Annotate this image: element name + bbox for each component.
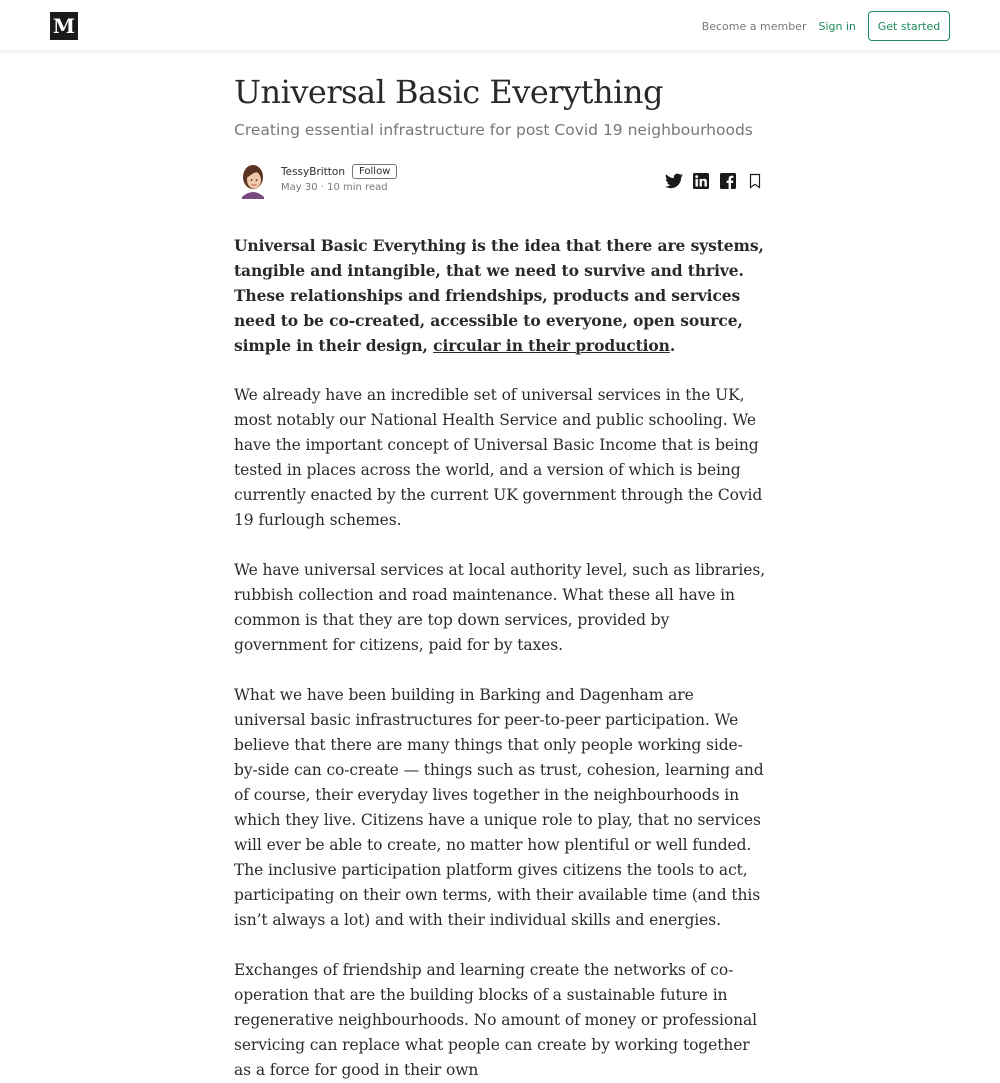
article bbox=[234, 70, 766, 1083]
share-bar bbox=[656, 172, 764, 190]
author-name[interactable]: TessyBritton bbox=[281, 165, 345, 178]
bookmark-icon[interactable] bbox=[746, 172, 764, 190]
sign-in-link[interactable]: Sign in bbox=[818, 19, 856, 33]
author-avatar[interactable] bbox=[234, 161, 272, 199]
post-meta: May 30 · 10 min read bbox=[281, 182, 388, 193]
lead-paragraph bbox=[234, 233, 766, 358]
byline bbox=[234, 161, 766, 201]
article-title: Universal Basic Everything bbox=[234, 73, 663, 111]
get-started-button[interactable]: Get started bbox=[868, 11, 950, 41]
article-body bbox=[234, 233, 766, 1083]
become-member-link[interactable]: Become a member bbox=[701, 19, 807, 33]
top-navbar bbox=[0, 0, 1000, 51]
avatar-illustration bbox=[234, 161, 272, 199]
body-paragraph-1: We already have an incredible set of universal services in the UK, most notably our National Health Service and public schooling. We have the important concept of Universal Basic Income that is being tested in places across the world, and a version of which is being currently enacted by the current UK government through the Covid 19 furlough schemes. bbox=[234, 386, 763, 529]
facebook-icon[interactable] bbox=[719, 172, 737, 190]
medium-logo[interactable]: M bbox=[50, 12, 78, 40]
lead-end: . bbox=[669, 336, 676, 355]
body-paragraph-4: Exchanges of friendship and learning create the networks of co-operation that are the building blocks of a sustainable future in regenerative neighbourhoods. No amount of money or professional servicing can replace what people can create by working together as a force for good in their own bbox=[234, 961, 757, 1079]
lead-text: Universal Basic Everything is the idea that there are systems, tangible and intangible, that we need to survive and thrive. These relationships and friendships, products and services need to be co-created, accessible to everyone, open source, simple in their design, bbox=[234, 236, 764, 355]
body-paragraph-2: We have universal services at local authority level, such as libraries, rubbish collection and road maintenance. What these all have in common is that they are top down services, provided by government for citizens, paid for by taxes. bbox=[234, 561, 766, 654]
author-row bbox=[281, 164, 397, 179]
nav-actions bbox=[702, 11, 950, 41]
article-subtitle: Creating essential infrastructure for post Covid 19 neighbourhoods bbox=[234, 121, 753, 139]
circular-production-link[interactable]: circular in their production bbox=[433, 336, 670, 355]
body-paragraph-3: What we have been building in Barking and Dagenham are universal basic infrastructures for peer-to-peer participation. We believe that there are many things that only people working side-by-side can co-create — things such as trust, cohesion, learning and of course, their everyday lives together in the neighbourhoods in which they live. Citizens have a unique role to play, that no services will ever be able to create, no matter how plentiful or well funded. The inclusive participation platform gives citizens the tools to act, participating on their own terms, with their available time (and this isn’t always a lot) and with their individual skills and energies. bbox=[234, 686, 764, 929]
linkedin-icon[interactable] bbox=[692, 172, 710, 190]
twitter-icon[interactable] bbox=[665, 172, 683, 190]
follow-button[interactable]: Follow bbox=[352, 164, 397, 179]
